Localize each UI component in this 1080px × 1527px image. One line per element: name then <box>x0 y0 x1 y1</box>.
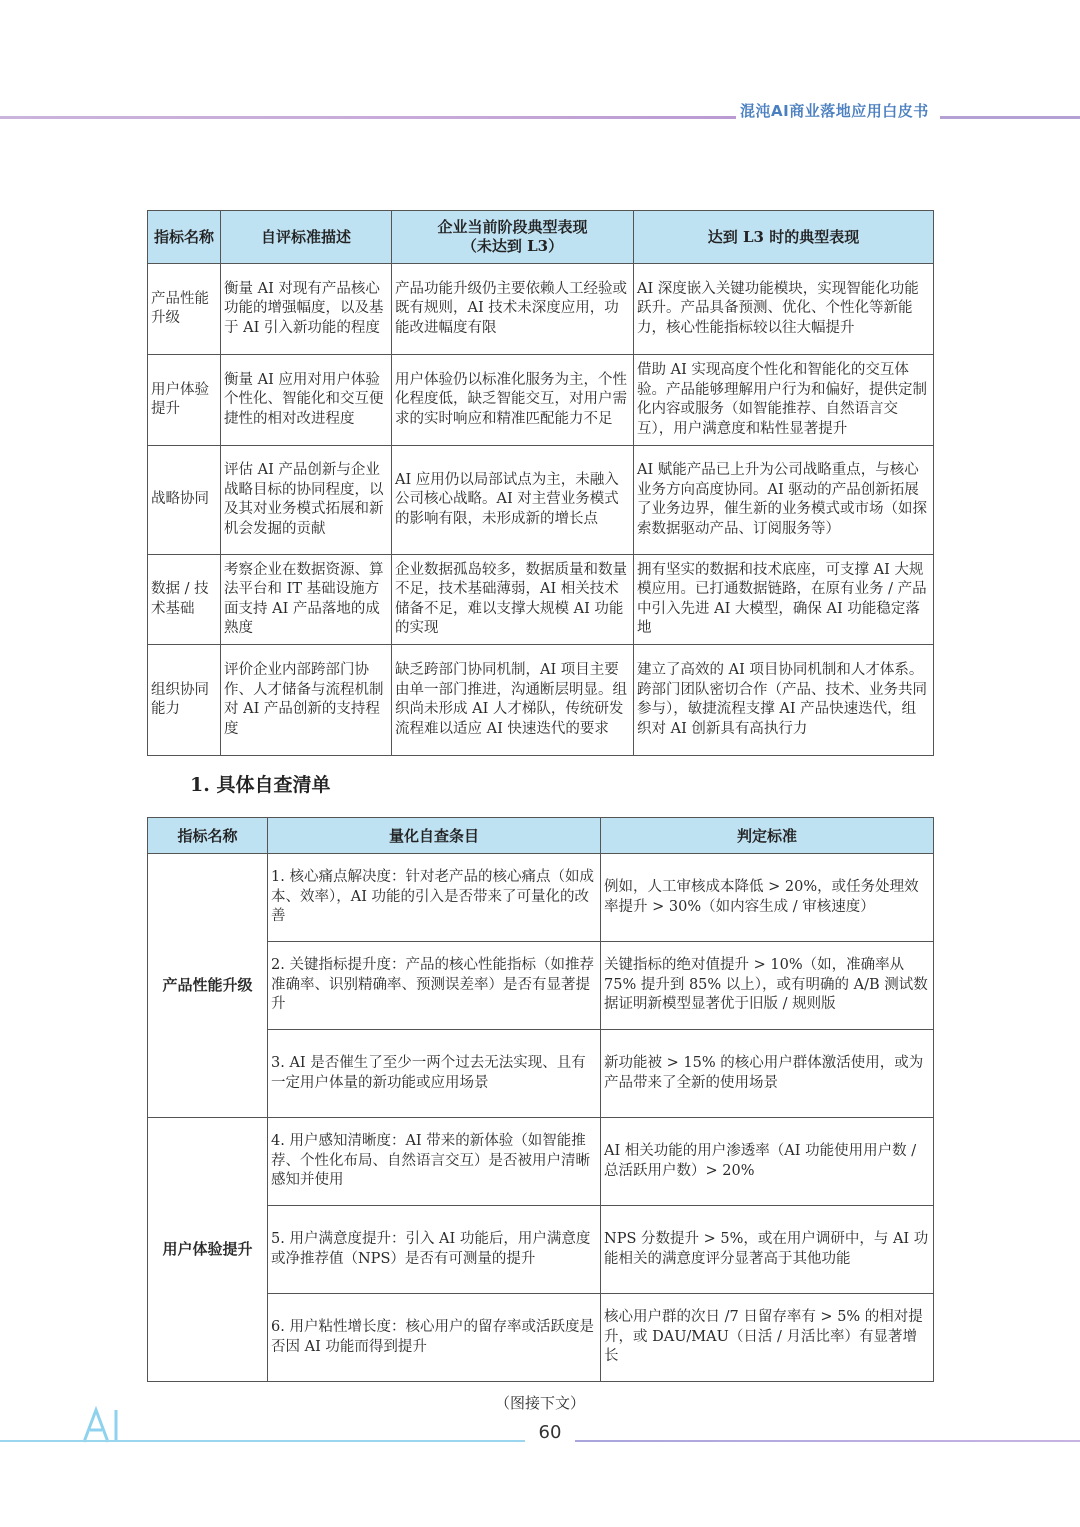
metric-name: 战略协同 <box>148 446 221 555</box>
table-header-row <box>148 818 934 854</box>
metric-name: 数据 / 技术基础 <box>148 555 221 645</box>
criteria-desc: 考察企业在数据资源、算法平台和 IT 基础设施方面支持 AI 产品落地的成熟度 <box>221 555 392 645</box>
ai-logo <box>82 1406 132 1444</box>
header-rule-right <box>940 116 1080 119</box>
metric-name: 用户体验提升 <box>148 355 221 446</box>
checklist-item: 3. AI 是否催生了至少一两个过去无法实现、且有一定用户体量的新功能或应用场景 <box>268 1030 601 1118</box>
l3-stage: 借助 AI 实现高度个性化和智能化的交互体验。产品能够理解用户行为和偏好，提供定制化内容或服务（如智能推荐、自然语言交互），用户满意度和粘性显著提升 <box>634 355 934 446</box>
current-stage: AI 应用仍以局部试点为主，未融入公司核心战略。AI 对主营业务模式的影响有限，未形成新的增长点 <box>392 446 634 555</box>
l3-stage: AI 赋能产品已上升为公司战略重点，与核心业务方向高度协同。AI 驱动的产品创新拓展了业务边界，催生新的业务模式或市场（如探索数据驱动产品、订阅服务等） <box>634 446 934 555</box>
col-header: 指标名称 <box>148 211 221 264</box>
l3-stage: 拥有坚实的数据和技术底座，可支撑 AI 大规模应用。已打通数据链路，在原有业务 / 产品中引入先进 AI 大模型，确保 AI 功能稳定落地 <box>634 555 934 645</box>
table-row <box>148 355 934 446</box>
judgment-standard: 核心用户群的次日 /7 日留存率有 > 5% 的相对提升，或 DAU/MAU（日活 / 月活比率）有显著增长 <box>601 1294 934 1382</box>
metric-name: 组织协同能力 <box>148 645 221 756</box>
checklist-item: 2. 关键指标提升度：产品的核心性能指标（如推荐准确率、识别精确率、预测误差率）是否有显著提升 <box>268 942 601 1030</box>
current-stage: 企业数据孤岛较多，数据质量和数量不足，技术基础薄弱，AI 相关技术储备不足，难以支撑大规模 AI 功能的实现 <box>392 555 634 645</box>
page-number: 60 <box>538 1422 562 1443</box>
table-row <box>148 854 934 942</box>
header-title: 混沌AI商业落地应用白皮书 <box>740 102 929 120</box>
assessment-table <box>147 210 934 756</box>
judgment-standard: 例如，人工审核成本降低 > 20%，或任务处理效率提升 > 30%（如内容生成 / 审核速度） <box>601 854 934 942</box>
criteria-desc: 衡量 AI 对现有产品核心功能的增强幅度，以及基于 AI 引入新功能的程度 <box>221 264 392 355</box>
col-header: 判定标准 <box>601 818 934 854</box>
metric-name: 产品性能升级 <box>148 264 221 355</box>
table-row <box>148 264 934 355</box>
judgment-standard: AI 相关功能的用户渗透率（AI 功能使用用户数 / 总活跃用户数）> 20% <box>601 1118 934 1206</box>
checklist-item: 6. 用户粘性增长度：核心用户的留存率或活跃度是否因 AI 功能而得到提升 <box>268 1294 601 1382</box>
checklist-item: 5. 用户满意度提升：引入 AI 功能后，用户满意度或净推荐值（NPS）是否有可测量的提升 <box>268 1206 601 1294</box>
current-stage: 缺乏跨部门协同机制，AI 项目主要由单一部门推进，沟通断层明显。组织尚未形成 AI 人才梯队，传统研发流程难以适应 AI 快速迭代的要求 <box>392 645 634 756</box>
current-stage: 用户体验仍以标准化服务为主，个性化程度低，缺乏智能交互，对用户需求的实时响应和精准匹配能力不足 <box>392 355 634 446</box>
continued-caption: （图接下文） <box>494 1394 585 1412</box>
table-row <box>148 645 934 756</box>
category-cell: 用户体验提升 <box>148 1118 268 1382</box>
table-header-row <box>148 211 934 264</box>
header-rule-left <box>0 116 736 119</box>
col-header: 指标名称 <box>148 818 268 854</box>
judgment-standard: 新功能被 > 15% 的核心用户群体激活使用，或为产品带来了全新的使用场景 <box>601 1030 934 1118</box>
l3-stage: 建立了高效的 AI 项目协同机制和人才体系。跨部门团队密切合作（产品、技术、业务共同参与），敏捷流程支撑 AI 产品快速迭代，组织对 AI 创新具有高执行力 <box>634 645 934 756</box>
table-row <box>148 1118 934 1206</box>
col-header: 自评标准描述 <box>221 211 392 264</box>
col-header: 达到 L3 时的典型表现 <box>634 211 934 264</box>
checklist-item: 4. 用户感知清晰度：AI 带来的新体验（如智能推荐、个性化布局、自然语言交互）是否被用户清晰感知并使用 <box>268 1118 601 1206</box>
checklist-item: 1. 核心痛点解决度：针对老产品的核心痛点（如成本、效率），AI 功能的引入是否带来了可量化的改善 <box>268 854 601 942</box>
checklist-table <box>147 817 934 1382</box>
table-row <box>148 555 934 645</box>
col-header: 量化自查条目 <box>268 818 601 854</box>
criteria-desc: 衡量 AI 应用对用户体验个性化、智能化和交互便捷性的相对改进程度 <box>221 355 392 446</box>
judgment-standard: 关键指标的绝对值提升 > 10%（如，准确率从 75% 提升到 85% 以上），或有明确的 A/B 测试数据证明新模型显著优于旧版 / 规则版 <box>601 942 934 1030</box>
category-cell: 产品性能升级 <box>148 854 268 1118</box>
judgment-standard: NPS 分数提升 > 5%，或在用户调研中，与 AI 功能相关的满意度评分显著高于其他功能 <box>601 1206 934 1294</box>
criteria-desc: 评估 AI 产品创新与企业战略目标的协同程度，以及其对业务模式拓展和新机会发掘的贡献 <box>221 446 392 555</box>
footer-rule-left <box>0 1440 525 1442</box>
criteria-desc: 评价企业内部跨部门协作、人才储备与流程机制对 AI 产品创新的支持程度 <box>221 645 392 756</box>
current-stage: 产品功能升级仍主要依赖人工经验或既有规则，AI 技术未深度应用，功能改进幅度有限 <box>392 264 634 355</box>
l3-stage: AI 深度嵌入关键功能模块，实现智能化功能跃升。产品具备预测、优化、个性化等新能力，核心性能指标较以往大幅提升 <box>634 264 934 355</box>
table-row <box>148 446 934 555</box>
footer-rule-right <box>575 1440 1080 1442</box>
section-title: 1. 具体自查清单 <box>190 774 331 796</box>
col-header: 企业当前阶段典型表现 （未达到 L3） <box>392 211 634 264</box>
